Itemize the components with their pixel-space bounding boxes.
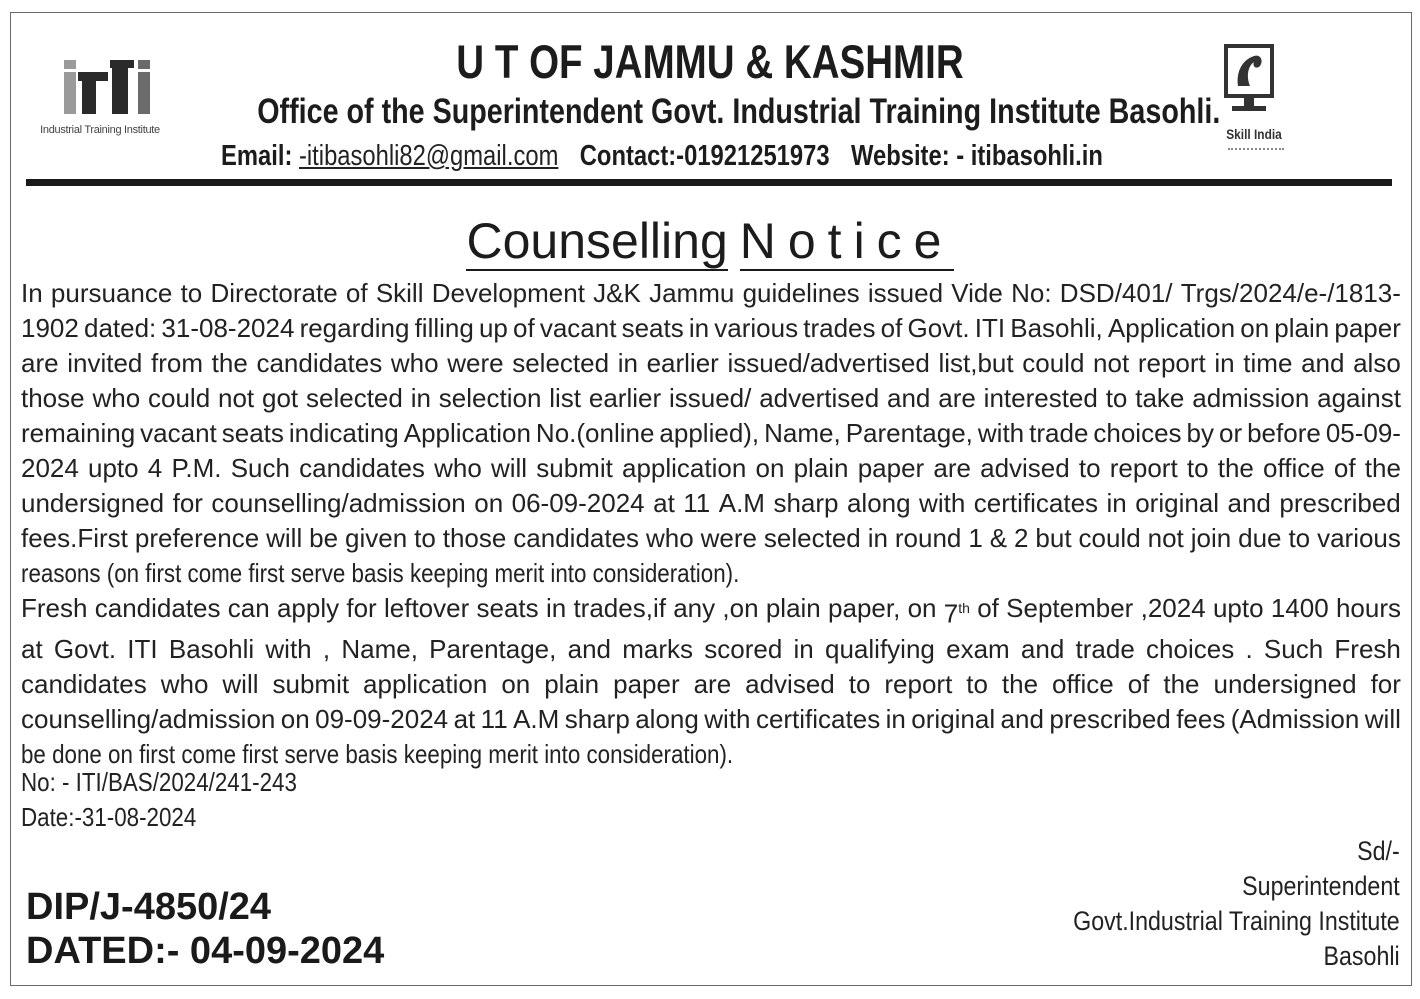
word: advertised [759, 383, 880, 413]
word: the [1001, 668, 1039, 699]
word: vacant [539, 313, 617, 343]
word: those [442, 523, 507, 553]
word: the [1163, 668, 1200, 699]
word: list,but [938, 348, 1014, 378]
word: of [880, 313, 903, 343]
skill-india-icon [1222, 42, 1276, 120]
word: J&K [593, 278, 641, 308]
word: Vide [951, 278, 1003, 308]
word: ,2024 [1140, 593, 1206, 623]
word: on [1240, 313, 1270, 343]
word: along [846, 488, 911, 518]
word: but [1035, 523, 1072, 553]
word: will [222, 668, 259, 699]
word: 2024 [21, 453, 79, 483]
word: prescribed [1049, 703, 1171, 734]
word: candidates [21, 668, 147, 699]
email-link[interactable]: -itibasohli82@gmail.com [298, 140, 559, 172]
word: earlier [588, 383, 662, 413]
word: Name, [764, 418, 841, 448]
word: in [617, 348, 638, 378]
word: A.M [513, 703, 560, 734]
word: the [211, 348, 248, 378]
word: ITI [127, 633, 158, 664]
word: will [490, 453, 528, 483]
header-contact-line [221, 140, 1103, 173]
word: submit [536, 453, 613, 483]
word: submit [272, 668, 350, 699]
word: application [622, 453, 747, 483]
word: Such [1263, 633, 1324, 664]
word: in [545, 593, 567, 623]
word: of [513, 313, 535, 343]
word: . [1245, 633, 1253, 664]
dip-dated: DATED:- 04-09-2024 [26, 930, 385, 972]
word: plain [793, 453, 849, 483]
word: sharp [564, 703, 630, 734]
word: got [262, 383, 299, 413]
text-line [21, 486, 1401, 521]
header-title: U T OF JAMMU & KASHMIR [456, 35, 964, 88]
word: the [1217, 453, 1254, 483]
word: Jammu [649, 278, 735, 308]
word: apply [276, 593, 340, 623]
word: remaining [21, 418, 136, 448]
header-office: Office of the Superintendent Govt. Industrial Training Institute Basohli. [257, 92, 1221, 131]
word: list [549, 383, 582, 413]
word: Application [1107, 313, 1236, 343]
word: guidelines [742, 278, 860, 308]
word: No: [1011, 278, 1052, 308]
word: Basohli, [1010, 313, 1103, 343]
word: advised [745, 668, 835, 699]
word: choices [1093, 418, 1182, 448]
word: be [309, 523, 339, 553]
word: for [346, 593, 377, 623]
word: in [867, 523, 888, 553]
word: Application [403, 418, 531, 448]
word: of [977, 593, 999, 623]
word: round [894, 523, 962, 553]
signature-sd: Sd/- [1357, 836, 1400, 866]
word: at [21, 633, 43, 664]
word: from [151, 348, 204, 378]
word: for [1370, 668, 1401, 699]
word: certificates [973, 488, 1099, 518]
paragraph-2 [21, 632, 1401, 737]
word: fees.First [21, 523, 128, 553]
word: report [1109, 453, 1178, 483]
word: choices [1146, 633, 1235, 664]
word: seats [221, 418, 284, 448]
text-line [21, 667, 1401, 702]
word: in [410, 383, 431, 413]
word: Basohli [168, 633, 255, 664]
word: DSD/401/ [1059, 278, 1173, 308]
word: leftover [383, 593, 470, 623]
word: sharp [773, 488, 839, 518]
word: original [1135, 488, 1220, 518]
word: who [160, 668, 209, 699]
word: advised [980, 453, 1070, 483]
word: scored [704, 633, 783, 664]
word: could [148, 383, 211, 413]
signature-block [1020, 834, 1400, 974]
word: 06-09-2024 [511, 488, 645, 518]
text-line [21, 702, 1401, 737]
signature-designation: Superintendent [1242, 871, 1400, 901]
word: on [755, 453, 785, 483]
word: Parentage, [429, 633, 557, 664]
word: plain [765, 593, 821, 623]
word: admission [1192, 383, 1310, 413]
word: to [848, 668, 871, 699]
word: regarding [299, 313, 410, 343]
word: in [1106, 488, 1127, 518]
word: trades,if [573, 593, 666, 623]
word: report [884, 668, 953, 699]
word: of [345, 278, 368, 308]
word: original [911, 703, 996, 734]
iti-logo-icon [60, 58, 170, 118]
word: No.(online [535, 418, 655, 448]
word: 05-09- [1325, 418, 1401, 448]
word: office [1052, 668, 1114, 699]
word: plain [544, 668, 600, 699]
word: certificates [755, 703, 881, 734]
signature-institute: Govt.Industrial Training Institute [1073, 906, 1400, 936]
notice-body [21, 276, 1401, 772]
word: up [478, 313, 508, 343]
word: or [1218, 418, 1243, 448]
word: and [1301, 348, 1345, 378]
iti-logo [30, 58, 170, 148]
word: those [21, 383, 85, 413]
word: candidates [94, 593, 221, 623]
notice-title [420, 212, 1000, 270]
word: Govt. [53, 633, 117, 664]
word: ,on [722, 593, 759, 623]
word: not [218, 383, 255, 413]
word: issued/ [668, 383, 752, 413]
word: with [977, 418, 1025, 448]
word: Fresh [21, 593, 88, 623]
word: Parentage, [845, 418, 973, 448]
word: selection [438, 383, 542, 413]
word: Govt. [907, 313, 970, 343]
word: to [966, 668, 988, 699]
word: undersigned [21, 488, 165, 518]
word: Trgs/2024/e-/1813- [1180, 278, 1401, 308]
word: various [714, 313, 799, 343]
word: on [907, 593, 937, 623]
word: 09-09-2024 [315, 703, 449, 734]
word: counselling/admission [21, 703, 276, 734]
word: issued [867, 278, 944, 308]
word: any [673, 593, 716, 623]
word: and [1227, 488, 1271, 518]
word: exam [946, 633, 1010, 664]
skill-india-logo [1214, 42, 1294, 162]
word: and [1000, 703, 1044, 734]
word: of [1333, 453, 1356, 483]
word: before [1247, 418, 1321, 448]
contact-number: Contact:-01921251973 [579, 140, 830, 172]
word: on [474, 488, 504, 518]
word: Fresh [1334, 633, 1401, 664]
word: at [453, 703, 476, 734]
paragraph-1-last-line: reasons (on first come first serve basis keeping merit into consideration). [21, 558, 740, 588]
word: undersigned [1213, 668, 1357, 699]
word: the [1364, 453, 1401, 483]
word: applied), [659, 418, 760, 448]
word: will [266, 523, 303, 553]
skill-india-caption: Skill India [1226, 126, 1282, 142]
word-day [944, 591, 970, 632]
word: In [21, 278, 43, 308]
text-line [21, 346, 1401, 381]
word: paper [1334, 313, 1401, 343]
word: are [21, 348, 59, 378]
word: September [1006, 593, 1134, 623]
word: against [1317, 383, 1401, 413]
word: who [434, 453, 482, 483]
word: seats [476, 593, 539, 623]
word: fees [1176, 703, 1226, 734]
word: 11 [480, 703, 508, 734]
word: indicating [288, 418, 399, 448]
word: in [1214, 348, 1235, 378]
word: vacant [140, 418, 217, 448]
word: Such [230, 453, 290, 483]
word: Name, [341, 633, 418, 664]
dip-number: DIP/J-4850/24 [26, 886, 272, 928]
word: also [1353, 348, 1401, 378]
word: qualifying [825, 633, 935, 664]
word: ITI [974, 313, 1006, 343]
word: dated: [83, 313, 157, 343]
word: candidates [256, 348, 383, 378]
word: in [885, 703, 906, 734]
word: , [322, 633, 331, 664]
word: of [1127, 668, 1150, 699]
notice-title-word1: Counselling [466, 213, 728, 269]
paragraph-2-line [21, 591, 1401, 632]
word: to [1186, 453, 1209, 483]
word: can [227, 593, 270, 623]
word: to [1105, 383, 1128, 413]
word: not [1147, 523, 1184, 553]
word: on [280, 703, 310, 734]
word: candidates [299, 453, 425, 483]
word: trades [803, 313, 876, 343]
word: take [1135, 383, 1185, 413]
word: pursuance [50, 278, 173, 308]
word: Skill [375, 278, 424, 308]
word: paper [613, 668, 680, 699]
word: 11 [683, 488, 711, 518]
word: who [645, 523, 694, 553]
text-line [21, 451, 1401, 486]
word: 4 [147, 453, 163, 483]
word: 1 [968, 523, 983, 553]
word: office [1263, 453, 1325, 483]
iti-logo-caption: Industrial Training Institute [40, 124, 160, 136]
word: 2 [1014, 523, 1029, 553]
word: application [363, 668, 488, 699]
word: given [345, 523, 408, 553]
word: with [265, 633, 312, 664]
website: Website: - itibasohli.in [850, 140, 1103, 172]
word: and [1020, 633, 1065, 664]
word: filling [414, 313, 474, 343]
word: and [887, 383, 931, 413]
word: various [1317, 523, 1401, 553]
word: selected [763, 523, 861, 553]
word: by [1186, 418, 1214, 448]
day-number: 7 [943, 598, 959, 629]
word: prescribed [1279, 488, 1401, 518]
word: preference [134, 523, 260, 553]
text-line [21, 276, 1401, 311]
word: & [989, 523, 1008, 553]
word: counselling/admission [211, 488, 466, 518]
word: interested [983, 383, 1098, 413]
word: plain [1274, 313, 1330, 343]
word: with [919, 488, 966, 518]
word: issued/advertised [727, 348, 930, 378]
word: trade [1075, 633, 1135, 664]
word: could [1022, 348, 1085, 378]
word: paper, [828, 593, 901, 623]
word: hours [1335, 593, 1401, 623]
paragraph-1 [21, 276, 1401, 556]
word: to [1288, 523, 1311, 553]
signature-place: Basohli [1323, 941, 1400, 971]
word: Development [431, 278, 585, 308]
word: join [1190, 523, 1232, 553]
word: trade [1029, 418, 1089, 448]
word: upto [88, 453, 139, 483]
word: to [180, 278, 203, 308]
word: Directorate [210, 278, 338, 308]
email-label: Email: [221, 140, 293, 172]
word: due [1238, 523, 1282, 553]
text-line [21, 521, 1401, 556]
notice-title-word2: Notice [739, 213, 954, 269]
word: 31-08-2024 [161, 313, 295, 343]
word: are [938, 383, 976, 413]
word: seats [621, 313, 684, 343]
word: who [390, 348, 439, 378]
reference-date: Date:-31-08-2024 [21, 802, 197, 832]
header-divider [26, 179, 1392, 186]
word: marks [622, 633, 694, 664]
word: to [1078, 453, 1101, 483]
text-line [21, 381, 1401, 416]
word: will [1364, 703, 1401, 734]
text-line [21, 311, 1401, 346]
word: candidates [513, 523, 640, 553]
text-line [21, 632, 1401, 667]
word: to [414, 523, 436, 553]
word: report [1137, 348, 1206, 378]
paragraph-2-last-line: be done on first come first serve basis keeping merit into consideration). [21, 738, 734, 769]
word: upto [1212, 593, 1264, 623]
word: in [688, 313, 710, 343]
word: at [653, 488, 675, 518]
word: 1902 [21, 313, 79, 343]
word: selected [512, 348, 610, 378]
word: were [700, 523, 757, 553]
word: on [501, 668, 531, 699]
word: with [704, 703, 751, 734]
word: for [172, 488, 203, 518]
word: invited [67, 348, 143, 378]
skill-india-tagline [1228, 148, 1284, 153]
word: earlier [646, 348, 719, 378]
day-suffix: th [958, 600, 970, 616]
word: A.M [718, 488, 765, 518]
word: P.M. [171, 453, 222, 483]
word: and [567, 633, 611, 664]
word: who [92, 383, 141, 413]
word: along [635, 703, 699, 734]
word: time [1243, 348, 1293, 378]
word: (Admission [1230, 703, 1360, 734]
word: paper [857, 453, 925, 483]
notice-references [21, 765, 297, 835]
dip-block [26, 885, 384, 973]
word: in [793, 633, 814, 664]
word: are [693, 668, 732, 699]
word: were [447, 348, 504, 378]
text-line [21, 416, 1401, 451]
word: 1400 [1270, 593, 1329, 623]
word: not [1093, 348, 1130, 378]
word: selected [306, 383, 403, 413]
word: could [1078, 523, 1141, 553]
word: are [933, 453, 971, 483]
reference-number: No: - ITI/BAS/2024/241-243 [21, 767, 297, 797]
